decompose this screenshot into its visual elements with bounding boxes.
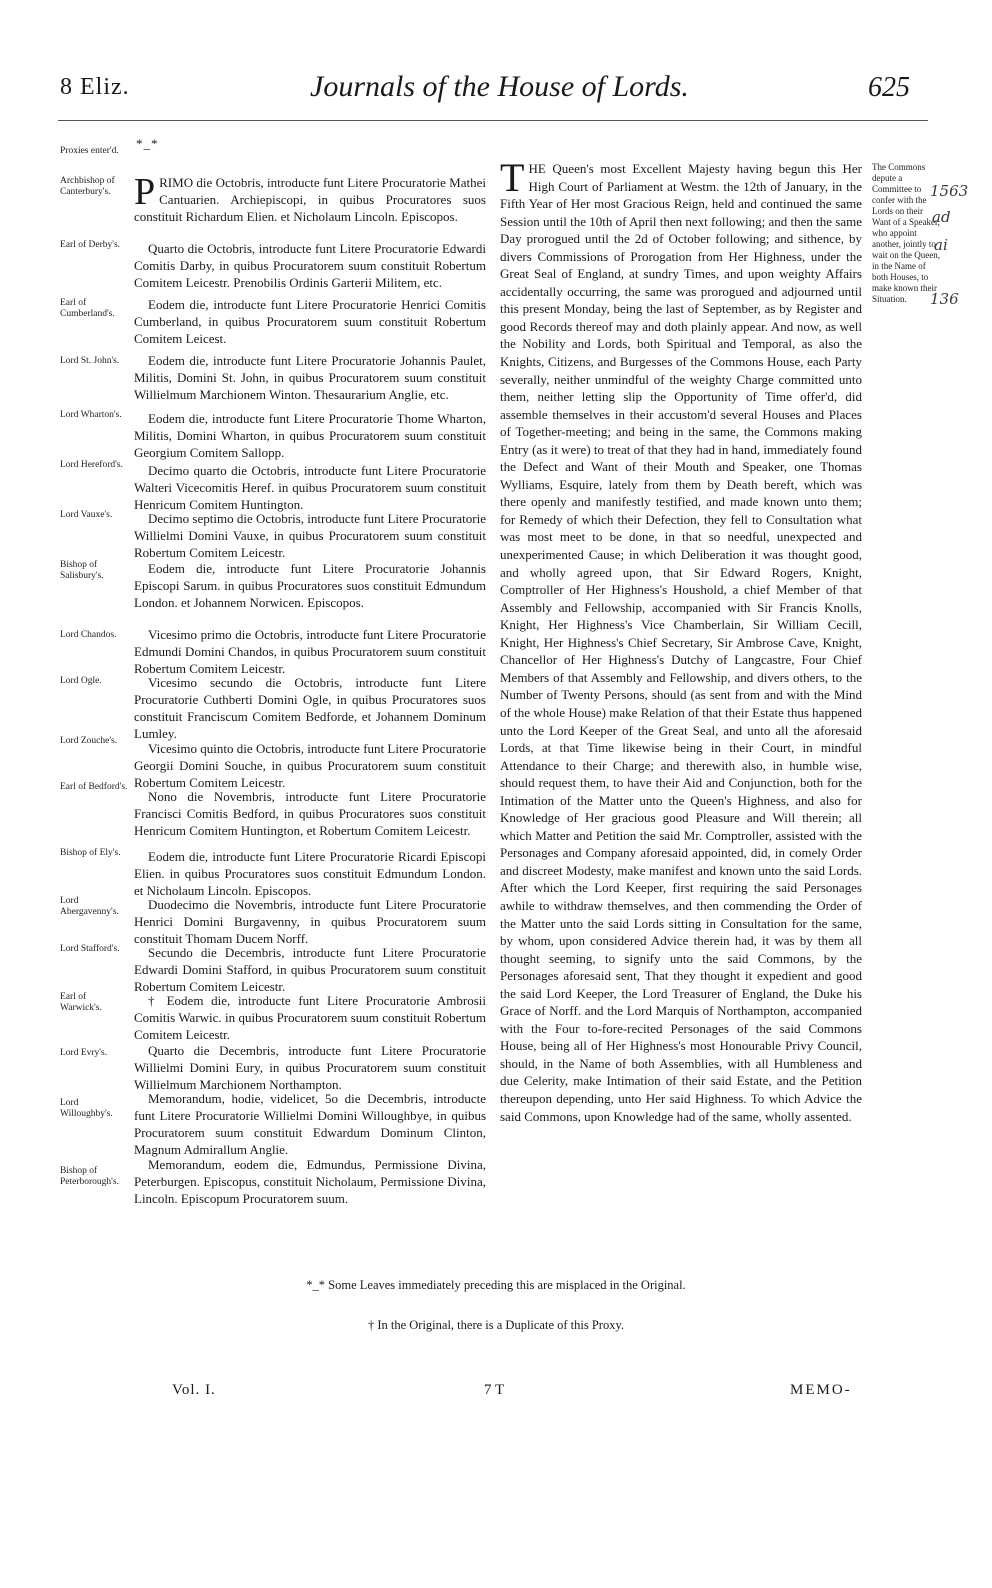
proxy-entry: † Eodem die, introducte funt Litere Procuratorie Ambrosii Comitis Warwic. in quibus Procuratorem suum constituit Robertum Comitem Leicestr. (134, 993, 486, 1042)
margin-note: Lord Vauxe's. (60, 510, 113, 520)
margin-note: Bishop of Salisbury's. (60, 560, 104, 581)
margin-note: Bishop of Peterborough's. (60, 1166, 119, 1187)
proxy-entry: Eodem die, introducte funt Litere Procuratorie Thome Wharton, Militis, Domini Wharton, in quibus Procuratorem suum constituit Georgium Comitem Sallopp. (134, 411, 486, 460)
right-column-text (500, 155, 862, 1125)
margin-note: Earl of Cumberland's. (60, 298, 115, 319)
proxy-entry: Duodecimo die Novembris, introducte funt Litere Procuratorie Henrici Domini Burgavenny, in quibus Procuratorem suum constituit Thomam Ducem Norff. (134, 897, 486, 946)
volume-signature: Vol. I. (172, 1382, 216, 1398)
proxy-entry: Nono die Novembris, introducte funt Litere Procuratorie Francisci Comitis Bedford, in quibus Procuratores suos constituit Henricum Comitem Huntington, et Robertum Comitem Leicestr. (134, 789, 486, 838)
margin-note: Lord Stafford's. (60, 944, 120, 954)
margin-note: Lord Wharton's. (60, 410, 122, 420)
proxy-entry (134, 171, 486, 225)
proxy-entry: Eodem die, introducte funt Litere Procuratorie Henrici Comitis Cumberland, in quibus Procuratorem suum constituit Robertum Comitem Leicest. (134, 297, 486, 346)
proxy-entry: Decimo quarto die Octobris, introducte funt Litere Procuratorie Walteri Vicecomitis Heref. in quibus Procuratorem suum constituit Henricum Comitem Huntington. (134, 463, 486, 512)
margin-note: Lord Evry's. (60, 1048, 108, 1058)
proxy-entry: Quarto die Decembris, introducte funt Litere Procuratorie Willielmi Domini Eury, in quibus Procuratorem suum constituit Willielmum Marchionem Northampton. (134, 1043, 486, 1092)
entry-text: RIMO die Octobris, introducte funt Litere Procuratorie Mathei Cantuarien. Archiepiscopi, in quibus Procuratores suos constituit Richardum Elien. et Nicholaum Lincoln. Episcopos. (134, 175, 486, 224)
margin-note: Earl of Warwick's. (60, 992, 102, 1013)
margin-note: Lord Abergavenny's. (60, 896, 119, 917)
handwritten-annotation: ad (932, 208, 951, 226)
margin-note: Earl of Bedford's. (60, 782, 128, 792)
proxy-entry: Memorandum, eodem die, Edmundus, Permissione Divina, Peterburgen. Episcopus, constituit Nicholaum, Permissione Divina, Lincoln. Episcopum Procuratorem suum. (134, 1157, 486, 1206)
asterism-mark: *_* (136, 136, 159, 151)
margin-note: Lord Willoughby's. (60, 1098, 113, 1119)
proxy-entry: Quarto die Octobris, introducte funt Litere Procuratorie Edwardi Comitis Darby, in quibus Procuratorem suum constituit Robertum Comitem Leicestr. Prenobilis Ordinis Garterii Militem, etc. (134, 241, 486, 290)
proxy-entry: Eodem die, introducte funt Litere Procuratorie Johannis Episcopi Sarum. in quibus Procuratores suos constituit Edmundum London. et Johannem Norwicen. Episcopos. (134, 561, 486, 610)
margin-note: Lord St. John's. (60, 356, 120, 366)
drop-cap: P (134, 171, 156, 213)
left-column-text (134, 156, 486, 1206)
margin-note: Lord Zouche's. (60, 736, 118, 746)
proxy-entry: Memorandum, hodie, videlicet, 5o die Decembris, introducte funt Litere Procuratorie Willielmi Domini Willoughbye, in quibus Procuratorem suum constituit Edwardum Dominum Clinton, Magnum Admirallum Anglie. (134, 1091, 486, 1157)
footnote: *_* Some Leaves immediately preceding this are misplaced in the Original. (306, 1278, 686, 1292)
margin-note: Lord Chandos. (60, 630, 117, 640)
handwritten-annotation: ai (934, 236, 948, 254)
proxy-entry: Eodem die, introducte funt Litere Procuratorie Johannis Paulet, Militis, Domini St. John, in quibus Procuratorem suum constituit Willielmum Marchionem Winton. Thesaurarium Anglie, etc. (134, 353, 486, 402)
margin-note: Lord Ogle. (60, 676, 102, 686)
footnote: † In the Original, there is a Duplicate of this Proxy. (367, 1318, 625, 1332)
gathering-signature: 7 T (484, 1382, 505, 1398)
margin-note: Bishop of Ely's. (60, 848, 121, 858)
running-head-title: Journals of the House of Lords. (310, 70, 689, 103)
proxy-entry: Vicesimo quinto die Octobris, introducte funt Litere Procuratorie Georgii Domini Souche, in quibus Procuratorem suum constituit Robertum Comitem Leicestr. (134, 741, 486, 790)
proxy-entry: Secundo die Decembris, introducte funt Litere Procuratorie Edwardi Domini Stafford, in quibus Procuratorem suum constituit Robertum Comitem Leicestr. (134, 945, 486, 994)
margin-note: Proxies enter'd. (60, 146, 119, 156)
proxy-entry: Vicesimo primo die Octobris, introducte funt Litere Procuratorie Edmundi Domini Chandos, in quibus Procuratorem suum constituit Robertum Comitem Leicestr. (134, 627, 486, 676)
handwritten-annotation: 136 (930, 290, 959, 308)
right-margin-note: The Commons depute a Committee to confer with the Lords on their Want of a Speaker, who appoint another, jointly to wait on the Queen, in the Name of both Houses, to make known their Situation. (872, 162, 940, 304)
margin-note: Earl of Derby's. (60, 240, 121, 250)
running-head-regnal-year: 8 Eliz. (60, 74, 130, 100)
page-number: 625 (868, 72, 910, 103)
catchword: MEMO- (790, 1382, 852, 1398)
header-rule (58, 120, 928, 121)
left-margin-notes (60, 140, 128, 1187)
narrative-text: HE Queen's most Excellent Majesty having begun this Her High Court of Parliament at Westm. the 12th of January, in the Fifth Year of Her most Gracious Reign, held and continued the same Session until the 10th of April then next following; and then the same Day prorogued until the 2d of October following; and sithence, by divers Commissions of Prorogation from Her Highness, under the Great Seal of England, at sundry Times, and upon weighty Affairs accidentally occurring, the same was prorogued and adjourned until this present Monday, being the last of September, as by Register and good Records thereof may and doth plainly appear. And now, as well the Nobility and Lords, both Spiritual and Temporal, as also the Knights, Citizens, and Burgesses of the Commons House, each Party severally, neither unmindful of the weighty Charge committed unto them, neither letting slip the Opportunity of Time offer'd, did assemble themselves in their accustom'd several Houses and Places of Together-meeting; and being in the same, the Commons making Entry (as it were) to treat of that they had in hand, immediately found the Defect and Want of their Mouth and Speaker, one Thomas Wylliams, Esquire, lately from them by Death bereft, which was there openly and manifestly testified, and made known unto them; for Remedy of which their Defection, they fell to Consultation what was most meet to be done, in that so needful, unexpected and unexperimented Cause; in which Deliberation it was thought good, and wholly agreed upon, that Sir Edward Rogers, Knight, Comptroller of Her Highness's Houshold, a chief Member of that Assembly and Fellowship, accompanied with Sir Francis Knolls, Knight, Her Highness's Vice Chamberlain, Sir William Cecill, Knight, Her Highness's Chief Secretary, Sir Ambrose Cave, Knight, Chancellor of Her Highness's Dutchy of Langcastre, Four Chief Members of that Assembly and Fellowship, and divers others, to the Number of Twenty Persons, should (as sent from and with the Mind of the whole House) make Relation of that their Estate thus happened unto the Lord Keeper of the Great Seal, and unto all the aforesaid Lords, at that Time likewise being in their Court, in mindful Attendance to their Charge; and therewith also, in humble wise, should request them, to have their Aid and Conjunction, both for the Intimation of the Matter unto the Queen's Highness, and also for Knowledge of Her gracious good Pleasure and Will therein; all which Matter and Petition the said Mr. Comptroller, assisted with the Personages and Company aforesaid appointed, did, in comely Order and discreet Modesty, make manifest and known unto the said Lords. After which the Lord Keeper, first requiring the said Personages awhile to withdraw themselves, and then commending the Order of the Matter unto the said Lords sitting in Consultation for the same, by whom, upon considered Advice therein had, it was by them all thought seeming, to signify unto the said Commons, by the Personages aforesaid sent, That they thought it expedient and good the said Lord Keeper, the Lord Treasurer of England, the Duke his Grace of Norff. and the Lord Marquis of Northampton, accompanied with the Four to-fore-recited Personages of the said Commons House, being all of Her Highness's most Honourable Privy Council, should, in the Name of both Assemblies, with all Humbleness and due Celerity, make Intimation of their said Estate, and the Petition thereupon depending, unto Her said Highness. To which Advice the said Commons, upon Knowledge had of the same, wholly assented. (500, 161, 862, 1124)
handwritten-annotation: 1563 (930, 182, 969, 200)
drop-cap: T (500, 155, 525, 200)
proxy-entry: Vicesimo secundo die Octobris, introducte funt Litere Procuratorie Cuthberti Domini Ogle, in quibus Procuratores suos constituit Franciscum Comitem Bedforde, et Johannem Dominum Lumley. (134, 675, 486, 741)
margin-note: Lord Hereford's. (60, 460, 123, 470)
proxy-entry: Eodem die, introducte funt Litere Procuratorie Ricardi Episcopi Elien. in quibus Procuratores suos constituit Edmundum London. et Nicholaum Lincoln. Episcopos. (134, 849, 486, 898)
margin-note: Archbishop of Canterbury's. (60, 176, 115, 197)
proxy-entry: Decimo septimo die Octobris, introducte funt Litere Procuratorie Willielmi Domini Vauxe, in quibus Procuratorem suum constituit Robertum Comitem Leicestr. (134, 511, 486, 560)
